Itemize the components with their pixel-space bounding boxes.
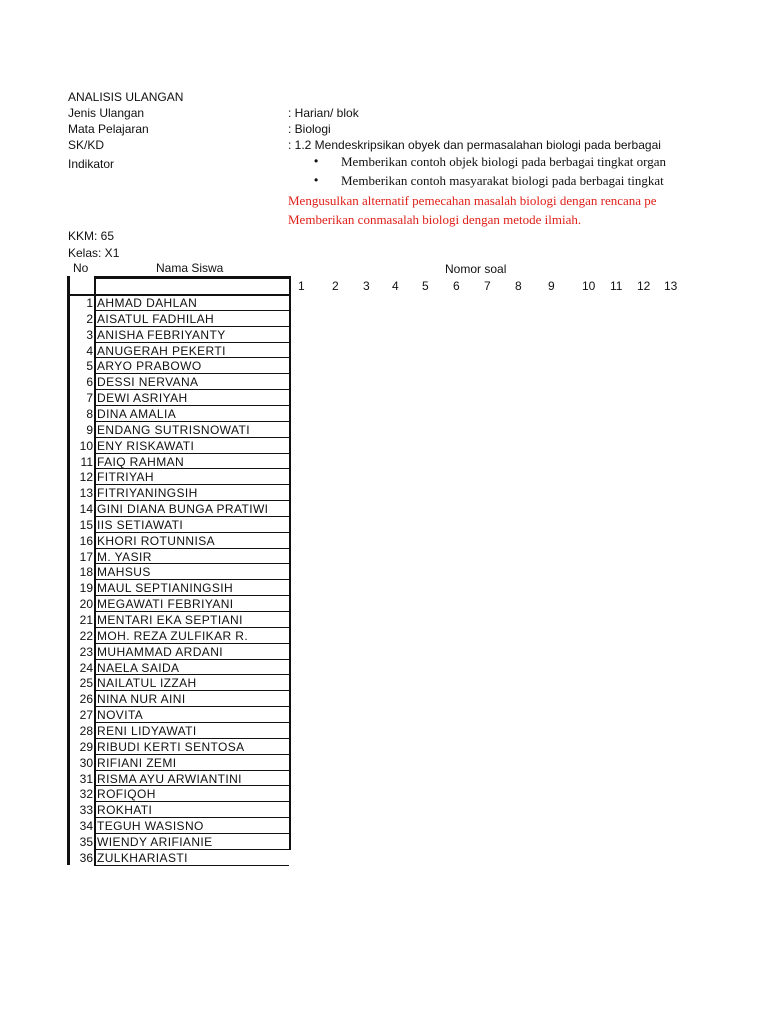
table-row: [67, 660, 291, 676]
student-name: DINA AMALIA: [97, 406, 177, 421]
student-number: 30: [79, 755, 93, 770]
student-name: ENY RISKAWATI: [97, 438, 195, 453]
student-name: FAIQ RAHMAN: [97, 454, 185, 469]
soal-number: 10: [582, 279, 596, 293]
student-name: FITRIYAH: [97, 470, 154, 485]
student-name: RISMA AYU ARWIANTINI: [97, 771, 242, 786]
table-row: [67, 343, 291, 359]
student-number: 1: [86, 296, 93, 310]
soal-number: 8: [515, 279, 522, 293]
label-sk-kd: SK/KD: [68, 138, 105, 152]
value-sk-kd: : 1.2 Mendeskripsikan obyek dan permasalahan biologi pada berbagai: [288, 138, 661, 152]
value-mata-pelajaran: : Biologi: [288, 122, 331, 136]
student-number: 15: [79, 517, 93, 532]
student-number: 9: [86, 422, 93, 437]
student-number: 22: [79, 628, 93, 643]
table-row: [67, 454, 291, 470]
student-name: NOVITA: [97, 708, 144, 723]
table-row: [67, 675, 291, 691]
student-name: GINI DIANA BUNGA PRATIWI: [97, 502, 269, 517]
table-row: [67, 628, 291, 644]
student-number: 27: [79, 708, 93, 723]
student-name: ROFIQOH: [97, 787, 156, 802]
student-name: NAELA SAIDA: [97, 660, 180, 675]
table-row: [67, 485, 291, 501]
kelas-label: Kelas: X1: [68, 246, 120, 260]
red-note-2: Memberikan conmasalah biologi dengan metode ilmiah.: [288, 212, 582, 227]
student-name: AHMAD DAHLAN: [97, 296, 198, 310]
student-name: ANISHA FEBRIYANTY: [97, 327, 226, 342]
kkm-label: KKM: 65: [68, 229, 115, 243]
red-note-1: Mengusulkan alternatif pemecahan masalah biologi dengan rencana pe: [288, 193, 657, 208]
soal-number: 5: [422, 279, 429, 293]
soal-number: 9: [548, 279, 555, 293]
student-number: 21: [79, 613, 93, 627]
soal-number: 4: [392, 279, 399, 293]
table-row: [67, 644, 291, 660]
table-row: [67, 834, 291, 850]
student-number: 7: [86, 391, 93, 406]
student-number: 28: [79, 723, 93, 738]
soal-number: 12: [637, 279, 651, 293]
student-number: 8: [86, 406, 93, 421]
table-row: [67, 501, 291, 517]
indicator-item-2: Memberikan contoh masyarakat biologi pada berbagai tingkat: [341, 173, 664, 188]
table-top-border: [94, 276, 291, 279]
table-row: [67, 327, 291, 343]
student-number: 11: [80, 454, 93, 469]
student-number: 26: [79, 692, 93, 707]
student-number: 24: [79, 660, 93, 675]
student-number: 12: [79, 470, 93, 485]
column-header-no: No: [73, 261, 89, 275]
student-number: 16: [79, 533, 93, 548]
label-indikator: Indikator: [68, 157, 115, 171]
table-row: [67, 564, 291, 580]
soal-number: 11: [610, 279, 623, 293]
table-row: [67, 469, 291, 485]
soal-number: 1: [298, 279, 305, 293]
table-row: [67, 295, 291, 311]
student-number: 23: [79, 644, 93, 659]
student-number: 20: [79, 597, 93, 612]
student-number: 2: [86, 311, 93, 326]
student-name: NAILATUL IZZAH: [97, 676, 197, 691]
table-row: [67, 786, 291, 802]
table-row: [67, 533, 291, 549]
table-row: [67, 691, 291, 707]
student-name: AISATUL FADHILAH: [97, 311, 215, 326]
student-number: 34: [79, 819, 93, 834]
student-name: DEWI ASRIYAH: [97, 391, 188, 406]
label-mata-pelajaran: Mata Pelajaran: [68, 122, 149, 136]
table-row: [67, 549, 291, 565]
table-row: [67, 818, 291, 834]
student-name: NINA NUR AINI: [97, 692, 186, 707]
table-row: [67, 850, 291, 866]
student-number: 10: [79, 438, 93, 453]
value-jenis-ulangan: : Harian/ blok: [288, 106, 359, 120]
student-name: RENI LIDYAWATI: [97, 723, 197, 738]
student-name: MENTARI EKA SEPTIANI: [97, 613, 243, 627]
student-name: MUHAMMAD ARDANI: [97, 644, 224, 659]
student-name: RIFIANI ZEMI: [97, 755, 177, 770]
bullet-icon: •: [314, 154, 319, 168]
table-row: [67, 580, 291, 596]
student-number: 33: [79, 803, 93, 818]
student-name: WIENDY ARIFIANIE: [97, 834, 213, 849]
student-number: 32: [79, 787, 93, 802]
student-number: 19: [79, 581, 93, 596]
student-number: 5: [86, 359, 93, 374]
student-name: ARYO PRABOWO: [97, 359, 202, 374]
table-row: [67, 739, 291, 755]
student-number: 6: [86, 375, 93, 390]
column-header-nama-siswa: Nama Siswa: [156, 261, 224, 275]
table-row: [67, 390, 291, 406]
column-header-nomor-soal: Nomor soal: [445, 262, 507, 276]
student-number: 31: [79, 771, 93, 786]
table-row: [67, 755, 291, 771]
table-row: [67, 771, 291, 787]
student-number: 25: [79, 676, 93, 691]
table-row: [67, 406, 291, 422]
table-row: [67, 612, 291, 628]
bullet-icon: •: [314, 173, 319, 187]
table-row: [67, 596, 291, 612]
table-row: [67, 374, 291, 390]
student-number: 36: [79, 850, 93, 865]
student-name: MOH. REZA ZULFIKAR R.: [97, 628, 249, 643]
table-row: [67, 707, 291, 723]
soal-number: 6: [453, 279, 460, 293]
student-name: TEGUH WASISNO: [97, 819, 204, 834]
soal-number: 2: [332, 279, 339, 293]
student-name: FITRIYANINGSIH: [97, 486, 198, 501]
row-divider: [94, 865, 289, 866]
student-name: MEGAWATI FEBRIYANI: [97, 597, 234, 612]
student-name: RIBUDI KERTI SENTOSA: [97, 739, 245, 754]
student-name: MAHSUS: [97, 565, 151, 580]
student-name: KHORI ROTUNNISA: [97, 533, 216, 548]
student-name: MAUL SEPTIANINGSIH: [97, 581, 234, 596]
table-row: [67, 723, 291, 739]
table-row: [67, 311, 291, 327]
soal-number: 3: [363, 279, 370, 293]
student-number: 35: [79, 834, 93, 849]
student-number: 13: [79, 486, 93, 501]
student-number: 17: [79, 549, 93, 564]
label-jenis-ulangan: Jenis Ulangan: [68, 106, 145, 120]
student-number: 14: [79, 502, 93, 517]
page-title: ANALISIS ULANGAN: [68, 90, 184, 104]
indicator-item-1: Memberikan contoh objek biologi pada berbagai tingkat organ: [341, 154, 667, 169]
table-row: [67, 517, 291, 533]
student-name: ZULKHARIASTI: [97, 850, 188, 865]
student-name: IIS SETIAWATI: [97, 517, 184, 532]
table-row: [67, 438, 291, 454]
student-number: 4: [86, 343, 93, 358]
table-row: [67, 422, 291, 438]
student-name: ROKHATI: [97, 803, 153, 818]
student-number: 18: [79, 565, 93, 580]
student-name: ANUGERAH PEKERTI: [97, 343, 226, 358]
student-table: [67, 276, 290, 865]
student-name: M. YASIR: [97, 549, 152, 564]
table-row: [67, 358, 291, 374]
soal-number: 7: [484, 279, 491, 293]
student-name: ENDANG SUTRISNOWATI: [97, 422, 250, 437]
student-number: 3: [86, 327, 93, 342]
soal-number: 13: [664, 279, 678, 293]
student-number: 29: [79, 739, 93, 754]
student-name: DESSI NERVANA: [97, 375, 199, 390]
table-row: [67, 802, 291, 818]
